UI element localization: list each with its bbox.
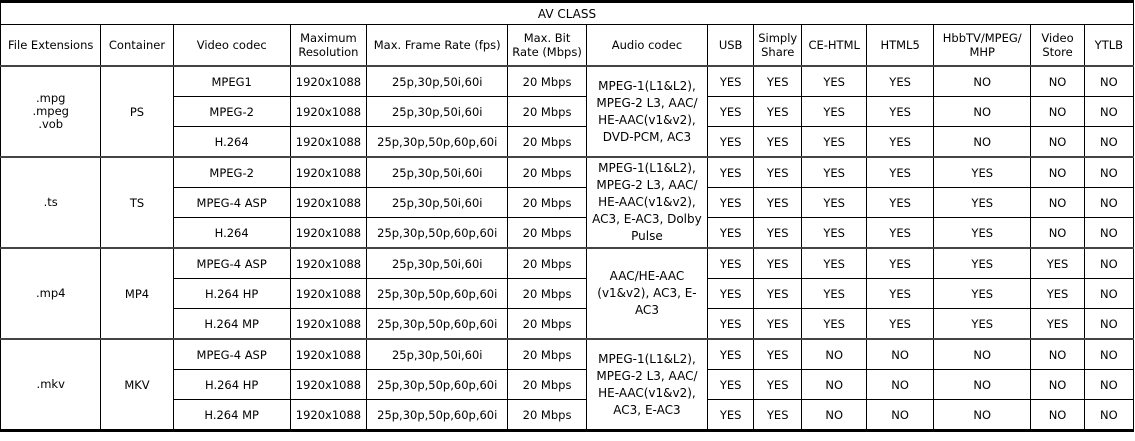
cell-frame-rate: 25p,30p,50p,60p,60i	[367, 370, 508, 400]
cell-frame-rate: 25p,30p,50i,60i	[367, 339, 508, 370]
cell-simply-share: YES	[754, 157, 802, 188]
cell-frame-rate: 25p,30p,50p,60p,60i	[367, 127, 508, 158]
cell-usb: YES	[708, 339, 754, 370]
cell-bit-rate: 20 Mbps	[508, 248, 586, 279]
cell-ce-html: YES	[802, 279, 867, 309]
header-file-extensions: File Extensions	[1, 25, 101, 67]
cell-ytlb: NO	[1084, 309, 1133, 340]
cell-ytlb: NO	[1084, 127, 1133, 158]
cell-ce-html: YES	[802, 97, 867, 127]
cell-html5: NO	[867, 370, 934, 400]
header-ce-html: CE-HTML	[802, 25, 867, 67]
cell-ce-html: NO	[802, 370, 867, 400]
cell-frame-rate: 25p,30p,50p,60p,60i	[367, 400, 508, 431]
cell-hbbtv: NO	[934, 97, 1031, 127]
cell-simply-share: YES	[754, 188, 802, 218]
cell-resolution: 1920x1088	[290, 188, 366, 218]
cell-audio-codec: MPEG-1(L1&L2), MPEG-2 L3, AAC/ HE-AAC(v1&v2), AC3, E-AC3, Dolby Pulse	[586, 157, 707, 248]
cell-bit-rate: 20 Mbps	[508, 279, 586, 309]
cell-video-codec: H.264 HP	[173, 370, 290, 400]
cell-video-codec: H.264 MP	[173, 400, 290, 431]
cell-ytlb: NO	[1084, 248, 1133, 279]
cell-resolution: 1920x1088	[290, 97, 366, 127]
cell-html5: YES	[867, 188, 934, 218]
cell-resolution: 1920x1088	[290, 127, 366, 158]
cell-video-codec: MPEG1	[173, 66, 290, 97]
cell-usb: YES	[708, 188, 754, 218]
cell-video-codec: H.264 HP	[173, 279, 290, 309]
cell-video-codec: H.264	[173, 218, 290, 249]
cell-hbbtv: YES	[934, 248, 1031, 279]
cell-ce-html: NO	[802, 339, 867, 370]
header-video-codec: Video codec	[173, 25, 290, 67]
cell-hbbtv: YES	[934, 157, 1031, 188]
cell-audio-codec: AAC/HE-AAC (v1&v2), AC3, E-AC3	[586, 248, 707, 339]
cell-ytlb: NO	[1084, 218, 1133, 249]
cell-hbbtv: YES	[934, 218, 1031, 249]
cell-resolution: 1920x1088	[290, 66, 366, 97]
header-container: Container	[101, 25, 173, 67]
cell-frame-rate: 25p,30p,50i,60i	[367, 188, 508, 218]
cell-simply-share: YES	[754, 127, 802, 158]
cell-video-store: NO	[1031, 157, 1084, 188]
cell-ce-html: YES	[802, 248, 867, 279]
cell-video-store: NO	[1031, 339, 1084, 370]
cell-file-extensions: .ts	[1, 157, 101, 248]
cell-file-extensions: .mkv	[1, 339, 101, 431]
cell-html5: YES	[867, 66, 934, 97]
cell-video-store: YES	[1031, 279, 1084, 309]
cell-hbbtv: NO	[934, 127, 1031, 158]
cell-resolution: 1920x1088	[290, 309, 366, 340]
cell-resolution: 1920x1088	[290, 400, 366, 431]
cell-hbbtv: NO	[934, 339, 1031, 370]
cell-simply-share: YES	[754, 66, 802, 97]
cell-html5: YES	[867, 309, 934, 340]
cell-bit-rate: 20 Mbps	[508, 97, 586, 127]
header-audio-codec: Audio codec	[586, 25, 707, 67]
cell-html5: NO	[867, 339, 934, 370]
cell-video-codec: MPEG-4 ASP	[173, 188, 290, 218]
cell-ytlb: NO	[1084, 279, 1133, 309]
cell-usb: YES	[708, 218, 754, 249]
cell-frame-rate: 25p,30p,50i,60i	[367, 66, 508, 97]
cell-video-codec: MPEG-4 ASP	[173, 339, 290, 370]
cell-simply-share: YES	[754, 218, 802, 249]
cell-ce-html: YES	[802, 127, 867, 158]
header-max-resolution: Maximum Resolution	[290, 25, 366, 67]
cell-audio-codec: MPEG-1(L1&L2), MPEG-2 L3, AAC/ HE-AAC(v1&v2), AC3, E-AC3	[586, 339, 707, 431]
cell-ytlb: NO	[1084, 97, 1133, 127]
cell-simply-share: YES	[754, 279, 802, 309]
cell-ce-html: NO	[802, 400, 867, 431]
cell-resolution: 1920x1088	[290, 339, 366, 370]
cell-audio-codec: MPEG-1(L1&L2), MPEG-2 L3, AAC/ HE-AAC(v1&v2), DVD-PCM, AC3	[586, 66, 707, 157]
cell-ce-html: YES	[802, 157, 867, 188]
cell-simply-share: YES	[754, 400, 802, 431]
cell-simply-share: YES	[754, 339, 802, 370]
cell-video-codec: H.264 MP	[173, 309, 290, 340]
cell-bit-rate: 20 Mbps	[508, 218, 586, 249]
cell-hbbtv: NO	[934, 370, 1031, 400]
cell-ce-html: YES	[802, 188, 867, 218]
cell-resolution: 1920x1088	[290, 279, 366, 309]
cell-video-store: NO	[1031, 188, 1084, 218]
cell-video-codec: MPEG-4 ASP	[173, 248, 290, 279]
cell-html5: YES	[867, 97, 934, 127]
header-hbbtv: HbbTV/MPEG/ MHP	[934, 25, 1031, 67]
cell-frame-rate: 25p,30p,50i,60i	[367, 157, 508, 188]
header-max-frame-rate: Max. Frame Rate (fps)	[367, 25, 508, 67]
header-row	[1, 25, 1134, 67]
cell-file-extensions: .mp4	[1, 248, 101, 339]
cell-html5: YES	[867, 218, 934, 249]
cell-video-store: NO	[1031, 370, 1084, 400]
table-title: AV CLASS	[1, 2, 1134, 25]
cell-hbbtv: NO	[934, 400, 1031, 431]
header-max-bit-rate: Max. Bit Rate (Mbps)	[508, 25, 586, 67]
cell-video-store: YES	[1031, 248, 1084, 279]
cell-ytlb: NO	[1084, 339, 1133, 370]
cell-usb: YES	[708, 248, 754, 279]
cell-usb: YES	[708, 127, 754, 158]
header-html5: HTML5	[867, 25, 934, 67]
cell-ce-html: YES	[802, 218, 867, 249]
cell-simply-share: YES	[754, 248, 802, 279]
cell-ytlb: NO	[1084, 370, 1133, 400]
cell-video-codec: MPEG-2	[173, 97, 290, 127]
cell-hbbtv: YES	[934, 279, 1031, 309]
cell-bit-rate: 20 Mbps	[508, 127, 586, 158]
cell-frame-rate: 25p,30p,50p,60p,60i	[367, 279, 508, 309]
table-body	[1, 66, 1134, 431]
cell-bit-rate: 20 Mbps	[508, 400, 586, 431]
table-row	[1, 248, 1134, 279]
cell-video-store: NO	[1031, 97, 1084, 127]
cell-html5: YES	[867, 279, 934, 309]
table-row	[1, 157, 1134, 188]
cell-html5: YES	[867, 127, 934, 158]
cell-hbbtv: YES	[934, 188, 1031, 218]
cell-html5: NO	[867, 400, 934, 431]
cell-bit-rate: 20 Mbps	[508, 188, 586, 218]
header-simply-share: Simply Share	[754, 25, 802, 67]
cell-simply-share: YES	[754, 97, 802, 127]
header-usb: USB	[708, 25, 754, 67]
cell-ce-html: YES	[802, 309, 867, 340]
cell-usb: YES	[708, 370, 754, 400]
cell-resolution: 1920x1088	[290, 218, 366, 249]
cell-video-store: NO	[1031, 127, 1084, 158]
cell-container: TS	[101, 157, 173, 248]
cell-usb: YES	[708, 400, 754, 431]
cell-usb: YES	[708, 66, 754, 97]
cell-video-store: NO	[1031, 66, 1084, 97]
cell-video-store: YES	[1031, 309, 1084, 340]
cell-ytlb: NO	[1084, 157, 1133, 188]
cell-ce-html: YES	[802, 66, 867, 97]
table-row	[1, 66, 1134, 97]
cell-bit-rate: 20 Mbps	[508, 309, 586, 340]
cell-frame-rate: 25p,30p,50p,60p,60i	[367, 309, 508, 340]
cell-simply-share: YES	[754, 309, 802, 340]
cell-frame-rate: 25p,30p,50p,60p,60i	[367, 218, 508, 249]
cell-bit-rate: 20 Mbps	[508, 157, 586, 188]
header-video-store: Video Store	[1031, 25, 1084, 67]
cell-frame-rate: 25p,30p,50i,60i	[367, 97, 508, 127]
cell-resolution: 1920x1088	[290, 157, 366, 188]
cell-bit-rate: 20 Mbps	[508, 66, 586, 97]
cell-video-store: NO	[1031, 218, 1084, 249]
cell-resolution: 1920x1088	[290, 370, 366, 400]
cell-ytlb: NO	[1084, 66, 1133, 97]
cell-container: PS	[101, 66, 173, 157]
cell-file-extensions: .mpg .mpeg .vob	[1, 66, 101, 157]
cell-usb: YES	[708, 157, 754, 188]
cell-simply-share: YES	[754, 370, 802, 400]
cell-hbbtv: YES	[934, 309, 1031, 340]
cell-container: MKV	[101, 339, 173, 431]
cell-ytlb: NO	[1084, 188, 1133, 218]
cell-bit-rate: 20 Mbps	[508, 370, 586, 400]
cell-frame-rate: 25p,30p,50i,60i	[367, 248, 508, 279]
cell-bit-rate: 20 Mbps	[508, 339, 586, 370]
cell-html5: YES	[867, 248, 934, 279]
cell-hbbtv: NO	[934, 66, 1031, 97]
cell-video-store: NO	[1031, 400, 1084, 431]
table-row	[1, 339, 1134, 370]
header-ytlb: YTLB	[1084, 25, 1133, 67]
cell-usb: YES	[708, 309, 754, 340]
cell-html5: YES	[867, 157, 934, 188]
cell-video-codec: H.264	[173, 127, 290, 158]
cell-resolution: 1920x1088	[290, 248, 366, 279]
cell-ytlb: NO	[1084, 400, 1133, 431]
cell-video-codec: MPEG-2	[173, 157, 290, 188]
cell-usb: YES	[708, 97, 754, 127]
cell-usb: YES	[708, 279, 754, 309]
cell-container: MP4	[101, 248, 173, 339]
